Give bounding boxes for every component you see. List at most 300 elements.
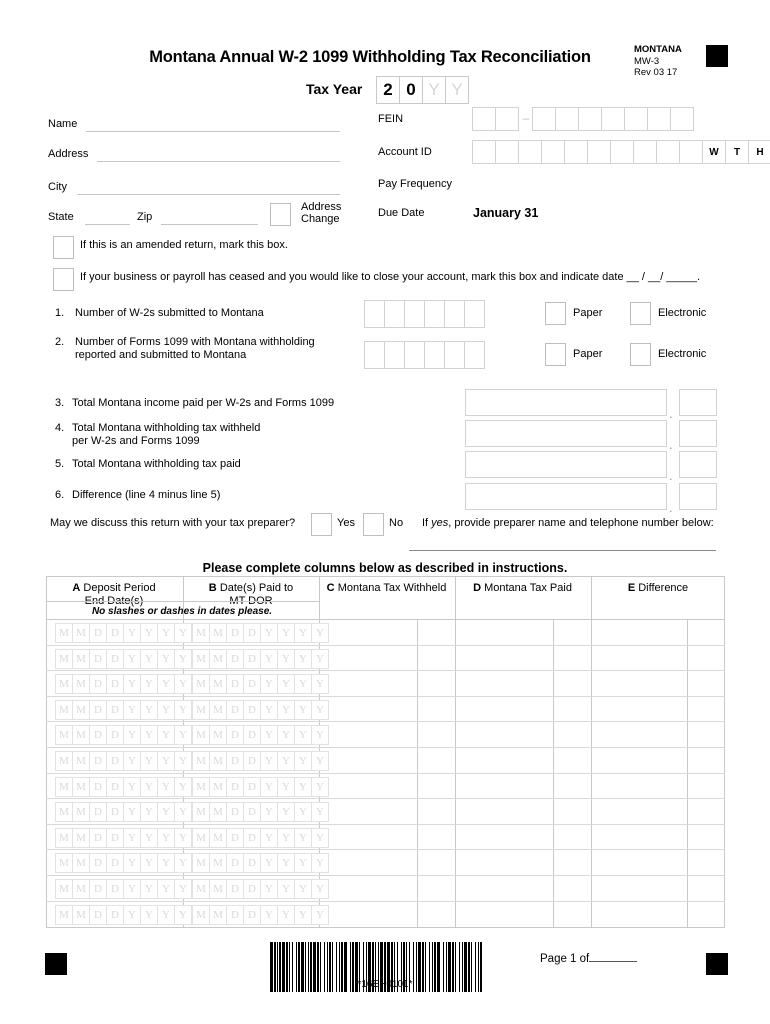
date-cell-a-5-4[interactable]: D	[106, 725, 124, 745]
line-4-cents-input[interactable]	[679, 420, 717, 447]
amount-input-e-dollars-row-7[interactable]	[592, 774, 686, 798]
date-input-a-row-5[interactable]	[56, 725, 192, 745]
amount-input-c-cents-row-3[interactable]	[418, 671, 454, 695]
date-input-a-row-1[interactable]	[56, 623, 192, 643]
date-cell-a-7-4[interactable]: D	[106, 777, 124, 797]
amount-input-c-dollars-row-1[interactable]	[320, 620, 416, 644]
date-cell-b-12-3[interactable]: D	[226, 905, 244, 925]
line-1-paper-checkbox[interactable]	[545, 302, 566, 325]
amount-input-d-dollars-row-8[interactable]	[456, 799, 552, 823]
date-cell-b-10-7[interactable]: Y	[294, 853, 312, 873]
date-cell-a-6-2[interactable]: M	[72, 751, 90, 771]
account-id-cell-1[interactable]	[472, 140, 496, 164]
date-cell-b-1-2[interactable]: M	[209, 623, 227, 643]
date-cell-b-7-7[interactable]: Y	[294, 777, 312, 797]
amount-input-e-cents-row-1[interactable]	[688, 620, 724, 644]
date-cell-b-3-2[interactable]: M	[209, 674, 227, 694]
date-cell-b-9-5[interactable]: Y	[260, 828, 278, 848]
amount-input-c-cents-row-9[interactable]	[418, 825, 454, 849]
account-id-cell-8[interactable]	[633, 140, 657, 164]
date-cell-a-8-6[interactable]: Y	[140, 802, 158, 822]
date-cell-b-8-7[interactable]: Y	[294, 802, 312, 822]
date-input-b-row-3[interactable]	[193, 674, 329, 694]
date-cell-b-6-2[interactable]: M	[209, 751, 227, 771]
date-cell-a-1-6[interactable]: Y	[140, 623, 158, 643]
amount-input-c-cents-row-6[interactable]	[418, 748, 454, 772]
date-cell-a-8-4[interactable]: D	[106, 802, 124, 822]
amount-input-e-cents-row-7[interactable]	[688, 774, 724, 798]
date-cell-b-6-4[interactable]: D	[243, 751, 261, 771]
date-cell-b-1-1[interactable]: M	[192, 623, 210, 643]
line-1-count-cell-2[interactable]	[384, 300, 405, 328]
amount-input-d-cents-row-5[interactable]	[554, 722, 590, 746]
amount-input-d-dollars-row-5[interactable]	[456, 722, 552, 746]
date-cell-a-11-7[interactable]: Y	[157, 879, 175, 899]
date-cell-a-3-1[interactable]: M	[55, 674, 73, 694]
line-1-count-cell-5[interactable]	[444, 300, 465, 328]
date-cell-a-2-2[interactable]: M	[72, 649, 90, 669]
date-cell-b-10-8[interactable]: Y	[311, 853, 329, 873]
amount-input-e-dollars-row-4[interactable]	[592, 697, 686, 721]
date-cell-a-8-5[interactable]: Y	[123, 802, 141, 822]
date-cell-a-1-7[interactable]: Y	[157, 623, 175, 643]
amount-input-c-dollars-row-12[interactable]	[320, 902, 416, 926]
date-cell-a-7-3[interactable]: D	[89, 777, 107, 797]
line-2-electronic-checkbox[interactable]	[630, 343, 651, 366]
date-cell-a-9-8[interactable]: Y	[174, 828, 192, 848]
date-cell-b-7-4[interactable]: D	[243, 777, 261, 797]
amount-input-e-cents-row-12[interactable]	[688, 902, 724, 926]
amount-input-e-cents-row-2[interactable]	[688, 646, 724, 670]
date-cell-b-12-6[interactable]: Y	[277, 905, 295, 925]
date-cell-b-5-7[interactable]: Y	[294, 725, 312, 745]
date-cell-b-1-4[interactable]: D	[243, 623, 261, 643]
business-ceased-checkbox[interactable]	[53, 268, 74, 291]
date-cell-a-6-7[interactable]: Y	[157, 751, 175, 771]
date-cell-b-6-1[interactable]: M	[192, 751, 210, 771]
amount-input-d-dollars-row-1[interactable]	[456, 620, 552, 644]
amount-input-e-cents-row-9[interactable]	[688, 825, 724, 849]
account-id-cell-10[interactable]	[679, 140, 703, 164]
date-cell-a-9-5[interactable]: Y	[123, 828, 141, 848]
date-cell-b-7-3[interactable]: D	[226, 777, 244, 797]
line-1-electronic-checkbox[interactable]	[630, 302, 651, 325]
date-input-b-row-11[interactable]	[193, 879, 329, 899]
amount-input-e-dollars-row-10[interactable]	[592, 850, 686, 874]
date-input-b-row-8[interactable]	[193, 802, 329, 822]
date-cell-b-5-6[interactable]: Y	[277, 725, 295, 745]
amended-return-checkbox[interactable]	[53, 236, 74, 259]
line-2-count-input[interactable]	[365, 341, 485, 369]
account-id-cell-3[interactable]	[518, 140, 542, 164]
date-cell-a-3-3[interactable]: D	[89, 674, 107, 694]
amount-input-e-cents-row-6[interactable]	[688, 748, 724, 772]
date-input-b-row-4[interactable]	[193, 700, 329, 720]
date-cell-b-7-8[interactable]: Y	[311, 777, 329, 797]
account-id-cell-7[interactable]	[610, 140, 634, 164]
amount-input-d-dollars-row-2[interactable]	[456, 646, 552, 670]
date-cell-a-12-3[interactable]: D	[89, 905, 107, 925]
date-cell-a-4-8[interactable]: Y	[174, 700, 192, 720]
date-cell-b-2-4[interactable]: D	[243, 649, 261, 669]
amount-input-d-dollars-row-9[interactable]	[456, 825, 552, 849]
date-cell-b-5-8[interactable]: Y	[311, 725, 329, 745]
amount-input-d-dollars-row-3[interactable]	[456, 671, 552, 695]
date-cell-a-12-6[interactable]: Y	[140, 905, 158, 925]
amount-input-c-dollars-row-11[interactable]	[320, 876, 416, 900]
amount-input-c-dollars-row-6[interactable]	[320, 748, 416, 772]
date-cell-a-6-8[interactable]: Y	[174, 751, 192, 771]
date-cell-b-12-5[interactable]: Y	[260, 905, 278, 925]
date-input-a-row-6[interactable]	[56, 751, 192, 771]
date-cell-b-11-7[interactable]: Y	[294, 879, 312, 899]
date-cell-a-10-7[interactable]: Y	[157, 853, 175, 873]
date-cell-a-5-1[interactable]: M	[55, 725, 73, 745]
amount-input-e-cents-row-11[interactable]	[688, 876, 724, 900]
date-cell-a-2-8[interactable]: Y	[174, 649, 192, 669]
line-2-count-cell-2[interactable]	[384, 341, 405, 369]
date-cell-b-7-2[interactable]: M	[209, 777, 227, 797]
line-4-amount-input[interactable]	[465, 420, 667, 447]
line-1-count-cell-3[interactable]	[404, 300, 425, 328]
date-cell-a-12-4[interactable]: D	[106, 905, 124, 925]
date-cell-a-1-8[interactable]: Y	[174, 623, 192, 643]
date-input-b-row-6[interactable]	[193, 751, 329, 771]
date-cell-a-8-1[interactable]: M	[55, 802, 73, 822]
date-cell-b-3-5[interactable]: Y	[260, 674, 278, 694]
date-cell-a-4-7[interactable]: Y	[157, 700, 175, 720]
date-cell-a-12-8[interactable]: Y	[174, 905, 192, 925]
amount-input-d-cents-row-4[interactable]	[554, 697, 590, 721]
date-input-a-row-8[interactable]	[56, 802, 192, 822]
fein-cell-6[interactable]	[601, 107, 625, 131]
account-id-cell-6[interactable]	[587, 140, 611, 164]
amount-input-e-dollars-row-3[interactable]	[592, 671, 686, 695]
date-cell-b-3-4[interactable]: D	[243, 674, 261, 694]
date-input-a-row-4[interactable]	[56, 700, 192, 720]
date-cell-a-11-1[interactable]: M	[55, 879, 73, 899]
page-total-input[interactable]	[589, 961, 637, 962]
date-cell-b-3-6[interactable]: Y	[277, 674, 295, 694]
date-cell-a-2-4[interactable]: D	[106, 649, 124, 669]
date-cell-a-3-6[interactable]: Y	[140, 674, 158, 694]
date-cell-a-7-1[interactable]: M	[55, 777, 73, 797]
date-cell-b-12-1[interactable]: M	[192, 905, 210, 925]
amount-input-e-dollars-row-11[interactable]	[592, 876, 686, 900]
preparer-name-phone-input[interactable]	[409, 550, 716, 551]
amount-input-c-cents-row-7[interactable]	[418, 774, 454, 798]
amount-input-d-cents-row-9[interactable]	[554, 825, 590, 849]
amount-input-e-dollars-row-5[interactable]	[592, 722, 686, 746]
date-cell-a-11-8[interactable]: Y	[174, 879, 192, 899]
date-cell-b-11-4[interactable]: D	[243, 879, 261, 899]
fein-cell-7[interactable]	[624, 107, 648, 131]
amount-input-c-cents-row-4[interactable]	[418, 697, 454, 721]
amount-input-c-cents-row-8[interactable]	[418, 799, 454, 823]
date-cell-a-7-7[interactable]: Y	[157, 777, 175, 797]
date-cell-a-10-8[interactable]: Y	[174, 853, 192, 873]
date-cell-b-10-6[interactable]: Y	[277, 853, 295, 873]
date-cell-a-5-8[interactable]: Y	[174, 725, 192, 745]
date-cell-a-4-2[interactable]: M	[72, 700, 90, 720]
amount-input-d-dollars-row-10[interactable]	[456, 850, 552, 874]
date-cell-a-1-5[interactable]: Y	[123, 623, 141, 643]
date-cell-a-3-7[interactable]: Y	[157, 674, 175, 694]
amount-input-d-cents-row-3[interactable]	[554, 671, 590, 695]
date-cell-b-1-5[interactable]: Y	[260, 623, 278, 643]
fein-cell-2[interactable]	[495, 107, 519, 131]
amount-input-d-dollars-row-6[interactable]	[456, 748, 552, 772]
date-cell-a-9-3[interactable]: D	[89, 828, 107, 848]
date-cell-b-7-1[interactable]: M	[192, 777, 210, 797]
date-cell-a-4-1[interactable]: M	[55, 700, 73, 720]
amount-input-c-cents-row-1[interactable]	[418, 620, 454, 644]
amount-input-e-cents-row-5[interactable]	[688, 722, 724, 746]
date-cell-a-1-1[interactable]: M	[55, 623, 73, 643]
date-cell-a-10-3[interactable]: D	[89, 853, 107, 873]
date-cell-a-6-1[interactable]: M	[55, 751, 73, 771]
date-cell-a-11-5[interactable]: Y	[123, 879, 141, 899]
amount-input-c-dollars-row-3[interactable]	[320, 671, 416, 695]
date-cell-b-6-3[interactable]: D	[226, 751, 244, 771]
date-cell-a-11-6[interactable]: Y	[140, 879, 158, 899]
line-2-count-cell-6[interactable]	[464, 341, 485, 369]
date-cell-a-10-1[interactable]: M	[55, 853, 73, 873]
amount-input-c-cents-row-11[interactable]	[418, 876, 454, 900]
date-cell-a-10-4[interactable]: D	[106, 853, 124, 873]
date-cell-b-8-2[interactable]: M	[209, 802, 227, 822]
date-cell-b-4-8[interactable]: Y	[311, 700, 329, 720]
date-cell-b-2-2[interactable]: M	[209, 649, 227, 669]
date-cell-b-9-7[interactable]: Y	[294, 828, 312, 848]
date-cell-b-6-5[interactable]: Y	[260, 751, 278, 771]
amount-input-d-cents-row-12[interactable]	[554, 902, 590, 926]
amount-input-e-cents-row-10[interactable]	[688, 850, 724, 874]
amount-input-c-cents-row-12[interactable]	[418, 902, 454, 926]
amount-input-e-cents-row-3[interactable]	[688, 671, 724, 695]
date-cell-a-12-5[interactable]: Y	[123, 905, 141, 925]
date-cell-a-3-2[interactable]: M	[72, 674, 90, 694]
date-cell-b-1-8[interactable]: Y	[311, 623, 329, 643]
address-input[interactable]	[97, 161, 340, 162]
date-input-a-row-2[interactable]	[56, 649, 192, 669]
date-cell-b-11-8[interactable]: Y	[311, 879, 329, 899]
date-cell-b-1-3[interactable]: D	[226, 623, 244, 643]
date-cell-b-12-7[interactable]: Y	[294, 905, 312, 925]
date-cell-b-7-6[interactable]: Y	[277, 777, 295, 797]
date-input-b-row-12[interactable]	[193, 905, 329, 925]
line-5-cents-input[interactable]	[679, 451, 717, 478]
date-cell-b-9-6[interactable]: Y	[277, 828, 295, 848]
date-cell-b-9-4[interactable]: D	[243, 828, 261, 848]
amount-input-e-dollars-row-6[interactable]	[592, 748, 686, 772]
date-input-b-row-2[interactable]	[193, 649, 329, 669]
line-2-count-cell-1[interactable]	[364, 341, 385, 369]
amount-input-c-cents-row-5[interactable]	[418, 722, 454, 746]
date-cell-b-8-6[interactable]: Y	[277, 802, 295, 822]
amount-input-e-cents-row-4[interactable]	[688, 697, 724, 721]
date-cell-b-2-7[interactable]: Y	[294, 649, 312, 669]
account-id-cell-9[interactable]	[656, 140, 680, 164]
fein-cell-8[interactable]	[647, 107, 671, 131]
date-cell-b-1-7[interactable]: Y	[294, 623, 312, 643]
line-2-paper-checkbox[interactable]	[545, 343, 566, 366]
date-cell-b-9-2[interactable]: M	[209, 828, 227, 848]
amount-input-c-dollars-row-7[interactable]	[320, 774, 416, 798]
date-cell-a-12-2[interactable]: M	[72, 905, 90, 925]
date-cell-a-8-8[interactable]: Y	[174, 802, 192, 822]
date-cell-a-3-4[interactable]: D	[106, 674, 124, 694]
date-cell-a-7-2[interactable]: M	[72, 777, 90, 797]
date-cell-a-7-5[interactable]: Y	[123, 777, 141, 797]
date-cell-b-9-8[interactable]: Y	[311, 828, 329, 848]
date-cell-a-2-3[interactable]: D	[89, 649, 107, 669]
date-input-b-row-10[interactable]	[193, 853, 329, 873]
date-cell-b-12-8[interactable]: Y	[311, 905, 329, 925]
date-cell-a-6-4[interactable]: D	[106, 751, 124, 771]
amount-input-e-dollars-row-2[interactable]	[592, 646, 686, 670]
date-cell-b-12-2[interactable]: M	[209, 905, 227, 925]
date-cell-a-2-6[interactable]: Y	[140, 649, 158, 669]
date-cell-b-9-1[interactable]: M	[192, 828, 210, 848]
account-id-cell-5[interactable]	[564, 140, 588, 164]
fein-cell-4[interactable]	[555, 107, 579, 131]
amount-input-e-dollars-row-1[interactable]	[592, 620, 686, 644]
date-cell-b-6-7[interactable]: Y	[294, 751, 312, 771]
date-cell-b-8-4[interactable]: D	[243, 802, 261, 822]
amount-input-e-cents-row-8[interactable]	[688, 799, 724, 823]
date-cell-a-1-4[interactable]: D	[106, 623, 124, 643]
date-cell-b-3-3[interactable]: D	[226, 674, 244, 694]
date-cell-a-3-5[interactable]: Y	[123, 674, 141, 694]
state-input[interactable]	[85, 224, 130, 225]
date-cell-a-5-2[interactable]: M	[72, 725, 90, 745]
line-2-count-cell-4[interactable]	[424, 341, 445, 369]
date-cell-b-11-2[interactable]: M	[209, 879, 227, 899]
date-cell-a-2-7[interactable]: Y	[157, 649, 175, 669]
amount-input-d-cents-row-10[interactable]	[554, 850, 590, 874]
date-cell-b-2-1[interactable]: M	[192, 649, 210, 669]
date-cell-a-5-6[interactable]: Y	[140, 725, 158, 745]
date-input-b-row-7[interactable]	[193, 777, 329, 797]
date-input-b-row-5[interactable]	[193, 725, 329, 745]
fein-cell-5[interactable]	[578, 107, 602, 131]
tax-year-cell-3[interactable]: Y	[422, 76, 446, 104]
date-input-a-row-11[interactable]	[56, 879, 192, 899]
date-input-a-row-3[interactable]	[56, 674, 192, 694]
date-input-a-row-10[interactable]	[56, 853, 192, 873]
date-cell-b-4-3[interactable]: D	[226, 700, 244, 720]
line-6-cents-input[interactable]	[679, 483, 717, 510]
date-cell-b-1-6[interactable]: Y	[277, 623, 295, 643]
date-cell-a-6-3[interactable]: D	[89, 751, 107, 771]
date-cell-a-7-6[interactable]: Y	[140, 777, 158, 797]
line-1-count-cell-4[interactable]	[424, 300, 445, 328]
tax-year-cell-4[interactable]: Y	[445, 76, 469, 104]
fein-input[interactable]	[473, 107, 694, 131]
date-cell-b-4-5[interactable]: Y	[260, 700, 278, 720]
date-cell-b-4-2[interactable]: M	[209, 700, 227, 720]
amount-input-d-cents-row-6[interactable]	[554, 748, 590, 772]
date-cell-b-5-4[interactable]: D	[243, 725, 261, 745]
amount-input-c-dollars-row-9[interactable]	[320, 825, 416, 849]
date-cell-a-11-3[interactable]: D	[89, 879, 107, 899]
amount-input-e-dollars-row-12[interactable]	[592, 902, 686, 926]
amount-input-d-dollars-row-11[interactable]	[456, 876, 552, 900]
line-1-count-cell-6[interactable]	[464, 300, 485, 328]
fein-cell-3[interactable]	[532, 107, 556, 131]
date-input-a-row-9[interactable]	[56, 828, 192, 848]
date-input-b-row-9[interactable]	[193, 828, 329, 848]
date-cell-b-10-5[interactable]: Y	[260, 853, 278, 873]
date-cell-a-1-3[interactable]: D	[89, 623, 107, 643]
date-cell-a-1-2[interactable]: M	[72, 623, 90, 643]
line-3-amount-input[interactable]	[465, 389, 667, 416]
date-cell-a-10-6[interactable]: Y	[140, 853, 158, 873]
amount-input-d-cents-row-2[interactable]	[554, 646, 590, 670]
amount-input-d-dollars-row-12[interactable]	[456, 902, 552, 926]
date-cell-a-7-8[interactable]: Y	[174, 777, 192, 797]
line-1-count-input[interactable]	[365, 300, 485, 328]
date-cell-a-10-2[interactable]: M	[72, 853, 90, 873]
date-cell-b-8-5[interactable]: Y	[260, 802, 278, 822]
date-cell-a-9-4[interactable]: D	[106, 828, 124, 848]
line-1-count-cell-1[interactable]	[364, 300, 385, 328]
line-6-amount-input[interactable]	[465, 483, 667, 510]
amount-input-c-dollars-row-5[interactable]	[320, 722, 416, 746]
amount-input-d-cents-row-11[interactable]	[554, 876, 590, 900]
preparer-yes-checkbox[interactable]	[311, 513, 332, 536]
date-cell-b-8-3[interactable]: D	[226, 802, 244, 822]
date-cell-b-5-3[interactable]: D	[226, 725, 244, 745]
amount-input-c-cents-row-10[interactable]	[418, 850, 454, 874]
date-cell-b-8-8[interactable]: Y	[311, 802, 329, 822]
line-2-count-cell-3[interactable]	[404, 341, 425, 369]
fein-cell-9[interactable]	[670, 107, 694, 131]
date-cell-b-11-6[interactable]: Y	[277, 879, 295, 899]
amount-input-e-dollars-row-8[interactable]	[592, 799, 686, 823]
date-cell-b-3-7[interactable]: Y	[294, 674, 312, 694]
date-cell-b-12-4[interactable]: D	[243, 905, 261, 925]
amount-input-c-dollars-row-10[interactable]	[320, 850, 416, 874]
date-cell-a-12-1[interactable]: M	[55, 905, 73, 925]
date-cell-a-12-7[interactable]: Y	[157, 905, 175, 925]
line-2-count-cell-5[interactable]	[444, 341, 465, 369]
date-cell-a-9-6[interactable]: Y	[140, 828, 158, 848]
amount-input-d-dollars-row-7[interactable]	[456, 774, 552, 798]
fein-cell-1[interactable]	[472, 107, 496, 131]
date-cell-b-2-6[interactable]: Y	[277, 649, 295, 669]
amount-input-d-cents-row-7[interactable]	[554, 774, 590, 798]
date-cell-a-8-2[interactable]: M	[72, 802, 90, 822]
date-cell-a-2-5[interactable]: Y	[123, 649, 141, 669]
date-cell-a-4-6[interactable]: Y	[140, 700, 158, 720]
date-cell-a-9-1[interactable]: M	[55, 828, 73, 848]
date-cell-a-8-7[interactable]: Y	[157, 802, 175, 822]
date-cell-b-3-1[interactable]: M	[192, 674, 210, 694]
amount-input-c-dollars-row-2[interactable]	[320, 646, 416, 670]
date-input-b-row-1[interactable]	[193, 623, 329, 643]
amount-input-d-cents-row-8[interactable]	[554, 799, 590, 823]
date-cell-b-4-1[interactable]: M	[192, 700, 210, 720]
date-cell-b-2-3[interactable]: D	[226, 649, 244, 669]
tax-year-input[interactable]	[377, 76, 469, 104]
date-cell-b-4-7[interactable]: Y	[294, 700, 312, 720]
date-cell-b-5-1[interactable]: M	[192, 725, 210, 745]
date-cell-a-9-7[interactable]: Y	[157, 828, 175, 848]
account-id-input[interactable]	[473, 140, 770, 164]
date-input-a-row-12[interactable]	[56, 905, 192, 925]
